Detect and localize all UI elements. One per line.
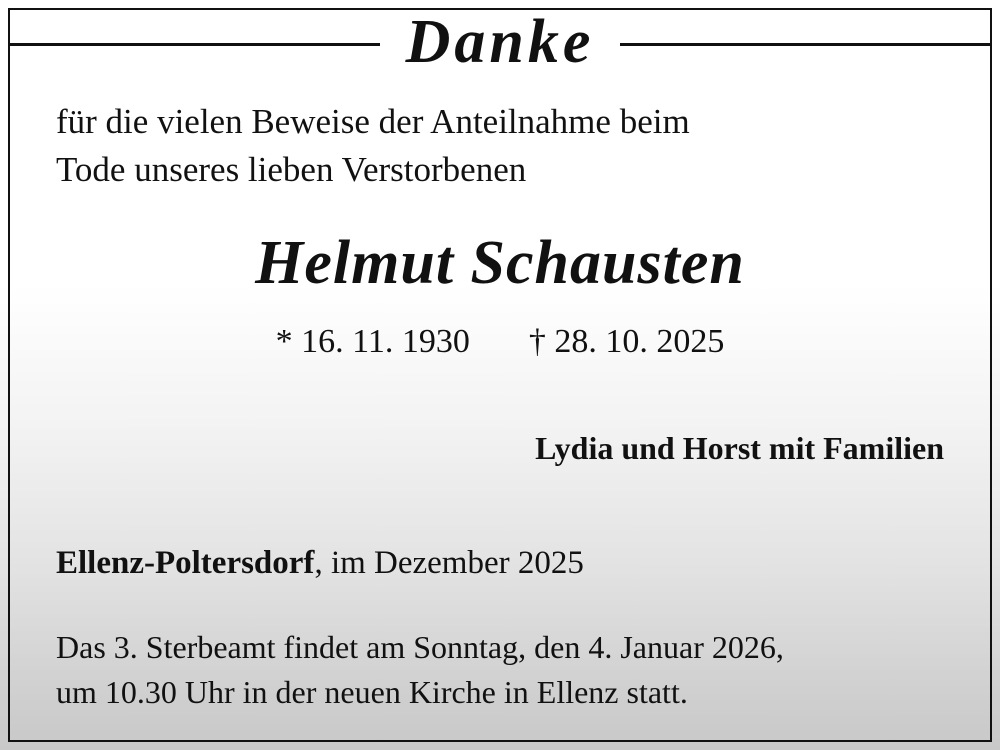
deceased-name: Helmut Schausten xyxy=(255,229,745,297)
family-signature: Lydia und Horst mit Familien xyxy=(535,430,944,466)
service-line-1: Das 3. Sterbeamt findet am Sonntag, den 4. Januar 2026, xyxy=(56,629,784,665)
service-announcement xyxy=(56,625,946,716)
service-line-2: um 10.30 Uhr in der neuen Kirche in Ellenz statt. xyxy=(56,674,688,711)
birth-symbol: * xyxy=(275,323,293,360)
page-title: Danke xyxy=(405,8,595,76)
heading-rule-left xyxy=(8,43,380,46)
place-date-suffix: , im Dezember 2025 xyxy=(314,545,584,581)
heading-rule-right xyxy=(620,43,992,46)
death-date: 28. 10. 2025 xyxy=(554,323,725,360)
life-dates xyxy=(0,322,1000,363)
cross-symbol: † xyxy=(528,323,546,360)
intro-text xyxy=(56,98,936,195)
intro-line-1: für die vielen Beweise der Anteilnahme beim xyxy=(56,102,690,141)
place-and-date-line xyxy=(56,545,584,582)
intro-line-2: Tode unseres lieben Verstorbenen xyxy=(56,150,527,190)
birth-date: 16. 11. 1930 xyxy=(301,323,470,360)
place-name: Ellenz-Poltersdorf xyxy=(56,545,315,581)
heading-row xyxy=(8,0,992,84)
